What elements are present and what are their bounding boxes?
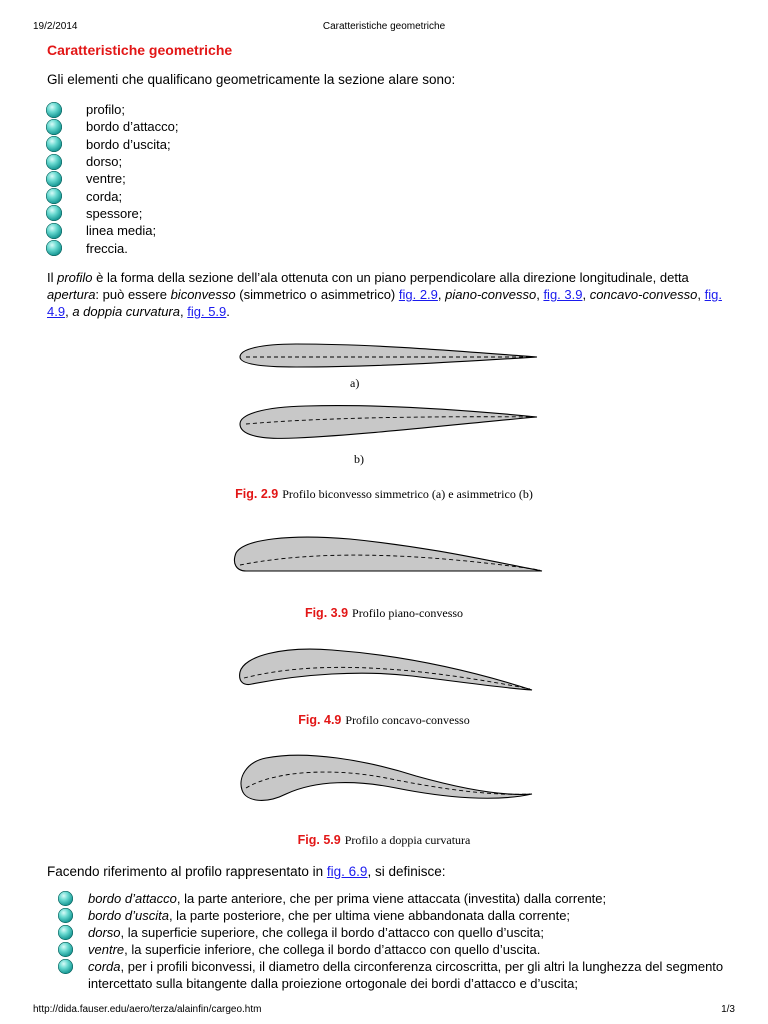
fig-text: Fig. 3 xyxy=(304,606,338,620)
list-item xyxy=(46,205,179,222)
text: , xyxy=(437,287,446,302)
definitions-list xyxy=(58,890,748,992)
figure-number xyxy=(298,713,341,727)
text: : può essere xyxy=(95,287,171,302)
list-item-label: dorso; xyxy=(86,154,123,170)
definition-text xyxy=(88,907,570,924)
text: , xyxy=(536,287,544,302)
definition-term: bordo d’uscita xyxy=(88,908,169,923)
caption-text: Profilo biconvesso simmetrico (a) e asimmetrico (b) xyxy=(282,487,533,501)
bullet-icon xyxy=(46,240,62,256)
header-date: 19/2/2014 xyxy=(33,21,78,32)
figure-number xyxy=(235,487,278,501)
fig-text: Fig. 2 xyxy=(235,487,268,501)
definition-text xyxy=(88,924,544,941)
list-item xyxy=(58,924,748,941)
bullet-icon xyxy=(58,891,73,906)
definition-text xyxy=(88,941,540,958)
list-item xyxy=(46,170,179,187)
definition-body: , la parte anteriore, che per prima viene attaccata (investita) dalla corrente; xyxy=(176,891,607,906)
list-item xyxy=(58,958,748,992)
list-item xyxy=(46,101,179,118)
term-biconvesso: biconvesso xyxy=(170,287,236,302)
text: , xyxy=(582,287,590,302)
figure-caption-2-9 xyxy=(0,487,768,502)
intro-text: Gli elementi che qualificano geometricamente la sezione alare sono: xyxy=(47,72,456,87)
text: è la forma della sezione dell’ala ottenuta con un piano perpendicolare alla direzione longitudinale, detta xyxy=(92,270,689,285)
caption-text: Profilo piano-convesso xyxy=(352,606,464,620)
fig-text: Fig. 4 xyxy=(298,713,331,727)
airfoil-plano-convex-figure xyxy=(230,533,546,575)
definition-term: corda xyxy=(88,959,121,974)
figure-number xyxy=(305,606,348,620)
bullet-icon xyxy=(46,205,62,221)
page-title: Caratteristiche geometriche xyxy=(47,42,233,58)
figure-label-b: b) xyxy=(354,452,364,466)
footer-url: http://dida.fauser.edu/aero/terza/alainfin/cargeo.htm xyxy=(33,1004,262,1015)
header-title: Caratteristiche geometriche xyxy=(322,21,446,32)
bullet-icon xyxy=(46,171,62,187)
airfoil-symmetric-figure xyxy=(236,340,540,370)
term-piano-convesso: piano-convesso xyxy=(445,287,537,302)
list-item-label: corda; xyxy=(86,188,123,204)
term-doppia-curvatura: a doppia curvatura xyxy=(72,304,180,319)
figure-caption-4-9 xyxy=(0,713,768,728)
airfoil-asymmetric-figure xyxy=(236,402,540,444)
list-item-label: bordo d’attacco; xyxy=(86,119,179,135)
link-fig-4-9[interactable]: fig. 4.9 xyxy=(47,287,722,319)
list-item xyxy=(46,153,179,170)
bullet-icon xyxy=(58,925,73,940)
elements-list xyxy=(46,101,179,257)
definition-body: , per i profili biconvessi, il diametro della circonferenza circoscritta, per gli altri la lunghezza del segmento intercettato sulla bitangente dalla proiezione ortogonale dei bordi d’attacco e d’uscita; xyxy=(88,959,724,991)
airfoil-double-curvature-figure xyxy=(236,750,536,806)
list-item-label: spessore; xyxy=(86,205,143,221)
bullet-icon xyxy=(46,154,62,170)
fig-text: Fig. 5 xyxy=(297,833,331,847)
link-fig-2-9[interactable]: fig. 2.9 xyxy=(398,287,438,302)
airfoil-concave-convex-figure xyxy=(232,644,536,694)
text: Facendo riferimento al profilo rappresentato in xyxy=(47,864,327,879)
definition-term: ventre xyxy=(88,942,125,957)
text: , si definisce: xyxy=(367,864,446,879)
link-fig-3-9[interactable]: fig. 3.9 xyxy=(543,287,583,302)
definition-text xyxy=(88,958,748,992)
list-item xyxy=(58,907,748,924)
definition-text xyxy=(88,890,606,907)
bullet-icon xyxy=(46,136,62,152)
list-item-label: profilo; xyxy=(86,102,126,118)
footer-page-number: 1/3 xyxy=(721,1004,735,1015)
definition-term: bordo d’attacco xyxy=(88,891,177,906)
figure-number xyxy=(298,833,341,847)
fig-num: .9 xyxy=(337,606,349,620)
link-fig-5-9[interactable]: fig. 5.9 xyxy=(187,304,227,319)
fig-num: .9 xyxy=(267,487,279,501)
bullet-icon xyxy=(58,908,73,923)
text: , xyxy=(65,304,73,319)
term-concavo-convesso: concavo-convesso xyxy=(589,287,698,302)
bullet-icon xyxy=(46,188,62,204)
figure-label-a: a) xyxy=(350,376,360,390)
figure-caption-3-9 xyxy=(0,606,768,621)
text: , xyxy=(697,287,705,302)
profile-paragraph xyxy=(47,269,737,320)
fig-num: .9 xyxy=(330,713,342,727)
list-item-label: bordo d’uscita; xyxy=(86,136,171,152)
list-item-label: linea media; xyxy=(86,223,157,239)
caption-text: Profilo a doppia curvatura xyxy=(344,833,471,847)
text: . xyxy=(226,304,230,319)
text: , xyxy=(180,304,188,319)
bullet-icon xyxy=(46,102,62,118)
text: (simmetrico o asimmetrico) xyxy=(235,287,399,302)
definition-term: dorso xyxy=(88,925,121,940)
term-apertura: apertura xyxy=(47,287,96,302)
list-item-label: ventre; xyxy=(86,171,126,187)
bullet-icon xyxy=(58,959,73,974)
bullet-icon xyxy=(46,223,62,239)
bullet-icon xyxy=(58,942,73,957)
definition-body: , la superficie superiore, che collega il bordo d’attacco con quello d’uscita; xyxy=(120,925,544,940)
definition-body: , la parte posteriore, che per ultima viene abbandonata dalla corrente; xyxy=(168,908,571,923)
definition-body: , la superficie inferiore, che collega il bordo d’attacco con quello d’uscita. xyxy=(124,942,541,957)
figure-caption-5-9 xyxy=(0,833,768,848)
link-fig-6-9[interactable]: fig. 6.9 xyxy=(326,864,368,879)
list-item xyxy=(46,187,179,204)
list-item xyxy=(58,941,748,958)
term-profilo: profilo xyxy=(57,270,93,285)
text: Il xyxy=(47,270,58,285)
list-item xyxy=(46,239,179,256)
list-item-label: freccia. xyxy=(86,240,128,256)
fig-num: .9 xyxy=(330,833,341,847)
bullet-icon xyxy=(46,119,62,135)
reference-paragraph xyxy=(47,864,445,879)
list-item xyxy=(46,118,179,135)
list-item xyxy=(46,222,179,239)
list-item xyxy=(46,136,179,153)
list-item xyxy=(58,890,748,907)
caption-text: Profilo concavo-convesso xyxy=(345,713,470,727)
